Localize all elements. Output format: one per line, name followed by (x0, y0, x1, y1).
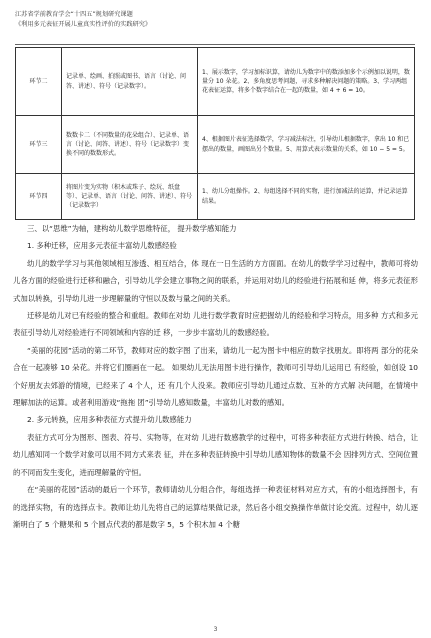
activity-cell: 1、展示数字，学习加标识算，请幼儿为数字中的数添加多个示例加以说明，数量分 10 朵花。2、多角度思考问题，寻求多种解决问题的策略。3、学习两组花表征运算，将多个数字结合在一起的数量，如 4 + 6 = 10。 (198, 48, 415, 116)
header-line-1: 江苏省学前教育学会“十四五”规划研究课题 (15, 11, 133, 18)
body-paragraph: “美丽的花园”活动的第二环节，教师对应的数字图 了出来，请幼儿一起为图卡中相应的数字找朋友。即将两 部分的花朵合在一起凑够 10 朵花。并将它们圈画在一起。 如果幼儿无法用图卡进行操作，教师可引导幼儿运用已 有经验，如创设 10 个好朋友去郊游的情境，已经来了 4 个人，还 有几个人没来。教师应引导幼儿通过点数、互补的方式解 决问题，在情境中理解加法的运算。或者利用游戏“拖拖 团”引导幼儿感知数量，丰富幼儿对数的感知。 (13, 345, 418, 408)
header-line-2: 《利用多元表征开展儿童真实性评价的实践研究》 (15, 21, 152, 28)
table-row (16, 116, 415, 174)
body-paragraph: 迁移是幼儿对已有经验的整合和重组。教师在对幼 儿进行数学教育时应把握幼儿的经验和学习特点，用多种 方式和多元表征引导幼儿对经验进行不同领域和内容的迁 移，一步步丰富幼儿的数感经验。 (13, 311, 418, 338)
table-row (16, 174, 415, 220)
document-body (13, 220, 418, 533)
body-paragraph: 幼儿的数学学习与其他领域相互渗透、相互结合，体 现在一日生活的方方面面。在幼儿的数学学习过程中，教师可将幼儿各方面的经验进行迁移和融合，引导幼儿学会建立事物之间的联系，并运用对幼儿的经验进行拓展和延 伸，将多元表征形式加以转换，引导幼儿进一步理解量的守恒以及数与量之间的关系。 (13, 258, 418, 303)
body-paragraph: 在“美丽的花园”活动的最后一个环节，教师请幼儿分组合作，每组选择一种表征材料对应方式，有的小组选择图卡，有的选择实物，有的选择点卡。教师让幼儿先将自己的运算结果做记录，然后各小组交换操作单做讨论交流。过程中，幼儿逐渐明白了 5 个糖果和 5 个圆点代表的都是数字 5，5 个积木加 4 个糖 (13, 485, 418, 529)
subsection-heading: 2. 多元转换，应用多种表征方式提升幼儿数感能力 (27, 415, 192, 425)
step-name-cell: 环节四 (16, 174, 62, 220)
step-name-cell: 环节三 (16, 116, 62, 174)
document-header (15, 10, 415, 30)
table-row (16, 48, 415, 116)
activity-cell: 4、根据图片表征选择数学，学习减法标注，引导幼儿根据数字，拿出 10 和已摆出的数量，画图出另个数量。5、用算式表示数量的关系，如 10 − 5 = 5。 (198, 116, 415, 174)
material-cell: 记录单、绘画、拍照或图书、语言（讨论、问答、讲述）、符号（记录数字）。 (62, 48, 198, 116)
subsection-heading: 1. 多种迁移，应用多元表征丰富幼儿数感经验 (27, 241, 177, 251)
activity-cell: 1、幼儿分组操作。2、每组选择不同的实物，进行加减法的运算，并记录运算结果。 (198, 174, 415, 220)
activity-steps-table (15, 47, 415, 220)
material-cell: 数数卡二（不同数量的花朵组合）、记录单、语言（讨论、问答、讲述）、符号（记录数字）变换不同的数数形式。 (62, 116, 198, 174)
step-name-cell: 环节二 (16, 48, 62, 116)
header-rule (15, 44, 415, 45)
body-paragraph: 表征方式可分为图形、图表、符号、实物等，在对幼 儿进行数感教学的过程中，可将多种表征方式进行转换、结合，让幼儿感知同一个数学对象可以用不同方式来表 征，并在多种表征转换中引导幼儿感知物体的数量不会 因排列方式、空间位置的不同而发生变化，进而理解量的守恒。 (13, 432, 418, 477)
page-number: 3 (213, 626, 218, 633)
section-heading: 三、以“思维”为轴，建构幼儿数学思维特征， 提升数学感知能力 (27, 224, 237, 233)
material-cell: 将图片变为实物（积木或珠子、绘玩、纸盘等）、记录单、语言（讨论、问答、讲述）、符号（记录数字） (62, 174, 198, 220)
